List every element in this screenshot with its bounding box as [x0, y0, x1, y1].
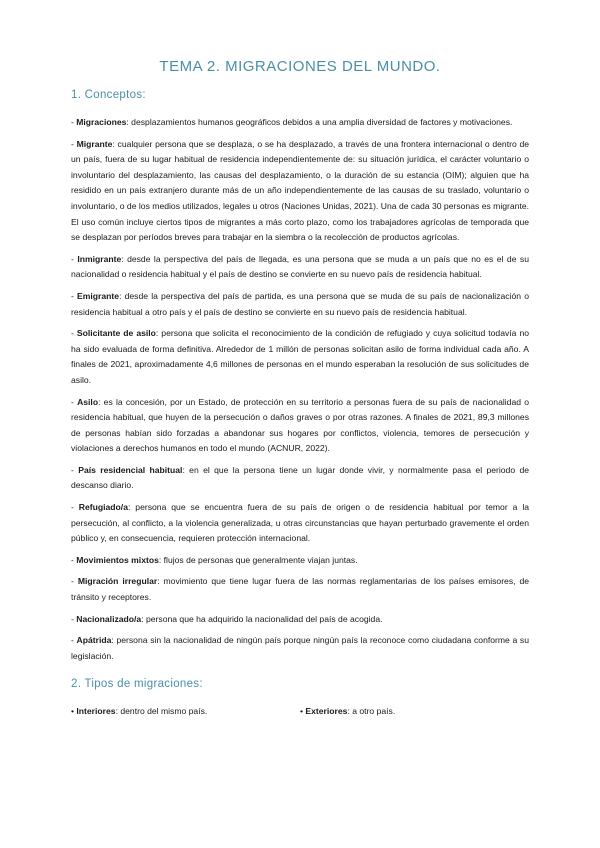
concept-entry: - Migrante: cualquier persona que se desplaza, o se ha desplazado, a través de una frontera internacional o dentro de un país, fuera de su lugar habitual de residencia independientemente de: su situación jurídica, el carácter voluntario o involuntario del desplazamiento, las causas del desplazamiento, o la duración de su estancia (OIM); alguien que ha residido en un país extranjero durante más de un año independientemente de las causas de su traslado, voluntario o involuntario, o de los medios utilizados, legales u otros (Naciones Unidas, 2021). Una de cada 30 personas es migrante. El uso común incluye ciertos tipos de migrantes a más corto plazo, como los trabajadores agrícolas de temporada que se desplazan por períodos breves para trabajar en la siembra o la recolección de productos agrícolas.	[71, 138, 530, 243]
concept-entry: - Solicitante de asilo: persona que solicita el reconocimiento de la condición de refugiado y cuya solicitud todavía no ha sido evaluada de forma definitiva. Alrededor de 1 millón de personas solicitan asilo de forma individual cada año. A finales de 2021, aproximadamente 4,6 millones de personas en el mundo esperaban la resolución de sus solicitudes de asilo.	[71, 328, 530, 385]
concept-entry: - Asilo: es la concesión, por un Estado, de protección en su territorio a personas fuera de su país de nacionalidad o residencia habitual, que huyen de la persecución o daños graves o por otras razones. A finales de 2021, 89,3 millones de personas habían sido forzadas a abandonar sus hogares por conflictos, violencia, temores de persecución y violaciones a derechos humanos en todo el mundo (ACNUR, 2022).	[71, 396, 529, 454]
concept-entry: - Migraciones: desplazamientos humanos geográficos debidos a una amplia diversidad de factores y motivaciones.	[71, 117, 513, 127]
concept-term: Apátrida	[76, 635, 112, 646]
concept-term: Movimientos mixtos	[76, 554, 159, 565]
concept-definition: : persona sin la nacionalidad de ningún país porque ningún país la reconoce como ciudadana conforme a su legislación.	[71, 635, 530, 661]
type-item: • Exteriores: a otro país.	[300, 706, 396, 717]
concept-term: Nacionalizado/a	[76, 613, 142, 624]
document-title: TEMA 2. MIGRACIONES DEL MUNDO.	[159, 58, 441, 75]
concept-term: Solicitante de asilo	[76, 328, 156, 339]
type-term: Interiores	[76, 706, 116, 717]
concept-definition: : en el que la persona tiene un lugar donde vivir, y normalmente pasa el periodo de descanso diario.	[71, 464, 530, 491]
type-term: Exteriores	[305, 706, 348, 717]
concept-term: Refugiado/a	[78, 502, 128, 513]
type-item: • Interiores: dentro del mismo país.	[71, 706, 208, 717]
concept-entry: - Movimientos mixtos: flujos de personas que generalmente viajan juntas.	[71, 554, 358, 565]
type-definition: : a otro país.	[347, 706, 396, 717]
concept-definition: : es la concesión, por un Estado, de protección en su territorio a personas fuera de su país de nacionalidad o residencia habitual, que huyen de la persecución o daños graves o por otras razones. A finales de 2021, 89,3 millones de personas habían sido forzadas a abandonar sus hogares por conflictos, violencia, temores de persecución y violaciones a derechos humanos en todo el mundo (ACNUR, 2022).	[71, 396, 529, 454]
concept-entry: - Inmigrante: desde la perspectiva del país de llegada, es una persona que se muda a un país que no es el de su nacionalidad o residencia habitual y el país de destino se convierte en su nuevo país de residencia habitual.	[71, 253, 530, 280]
concept-term: Asilo	[77, 396, 99, 407]
concept-definition: : persona que se encuentra fuera de su país de origen o de residencia habitual por temor a la persecución, al conflicto, a la violencia generalizada, u otras circunstancias que hayan perturbado gravemente el orden público y, en consecuencia, requieren protección internacional.	[71, 502, 530, 544]
types-list	[71, 704, 529, 720]
concept-definition: : persona que solicita el reconocimiento de la condición de refugiado y cuya solicitud todavía no ha sido evaluada de forma definitiva. Alrededor de 1 millón de personas solicitan asilo de forma individual cada año. A finales de 2021, aproximadamente 4,6 millones de personas en el mundo esperaban la resolución de sus solicitudes de asilo.	[71, 328, 530, 385]
concept-entry: - Apátrida: persona sin la nacionalidad de ningún país porque ningún país la reconoce como ciudadana conforme a su legislación.	[71, 635, 530, 661]
concept-entry: - Migración irregular: movimiento que tiene lugar fuera de las normas reglamentarias de los países emisores, de tránsito y receptores.	[71, 576, 530, 603]
concept-list	[71, 115, 529, 664]
concept-term: País residencial habitual	[78, 464, 183, 475]
concept-definition: : movimiento que tiene lugar fuera de las normas reglamentarias de los países emisores, de tránsito y receptores.	[71, 576, 530, 603]
concept-term: Migrante	[76, 138, 113, 149]
concept-definition: : desde la perspectiva del país de partida, es una persona que se muda de su país de nacionalización o residencia habitual a otro país y el país de destino se convierte en su nuevo país de residencia habitual.	[71, 290, 529, 317]
concept-term: Migración irregular	[77, 576, 158, 587]
concept-definition: : desplazamientos humanos geográficos debidos a una amplia diversidad de factores y motivaciones.	[126, 117, 513, 127]
concept-term: Emigrante	[77, 290, 120, 301]
concept-term: Migraciones	[76, 117, 127, 127]
section-heading-types: 2. Tipos de migraciones:	[71, 678, 203, 691]
concept-definition: : persona que ha adquirido la nacionalidad del país de acogida.	[141, 613, 383, 624]
concept-definition: : desde la perspectiva del país de llegada, es una persona que se muda a un país que no es el de su nacionalidad o residencia habitual y el país de destino se convierte en su nuevo país de residencia habitual.	[71, 253, 530, 280]
section-heading-concepts: 1. Conceptos:	[71, 89, 146, 101]
concept-entry: - País residencial habitual: en el que la persona tiene un lugar donde vivir, y normalmente pasa el periodo de descanso diario.	[71, 464, 530, 491]
concept-entry: - Emigrante: desde la perspectiva del país de partida, es una persona que se muda de su país de nacionalización o residencia habitual a otro país y el país de destino se convierte en su nuevo país de residencia habitual.	[71, 290, 529, 317]
concept-definition: : cualquier persona que se desplaza, o se ha desplazado, a través de una frontera internacional o dentro de un país, fuera de su lugar habitual de residencia independientemente de: su situación jurídica, el carácter voluntario o involuntario del desplazamiento, las causas del desplazamiento, o la duración de su estancia (OIM); alguien que ha residido en un país extranjero durante más de un año independientemente de las causas de su traslado, voluntario o involuntario, o de los medios utilizados, legales u otros (Naciones Unidas, 2021). Una de cada 30 personas es migrante. El uso común incluye ciertos tipos de migrantes a más corto plazo, como los trabajadores agrícolas de temporada que se desplazan por períodos breves para trabajar en la siembra o la recolección de productos agrícolas.	[71, 138, 530, 243]
concept-definition: : flujos de personas que generalmente viajan juntas.	[158, 554, 358, 565]
concept-entry: - Refugiado/a: persona que se encuentra fuera de su país de origen o de residencia habitual por temor a la persecución, al conflicto, a la violencia generalizada, u otras circunstancias que hayan perturbado gravemente el orden público y, en consecuencia, requieren protección internacional.	[71, 502, 530, 544]
section-migration-types	[71, 678, 529, 720]
type-definition: : dentro del mismo país.	[115, 706, 208, 717]
concept-term: Inmigrante	[77, 253, 122, 264]
concept-entry: - Nacionalizado/a: persona que ha adquirido la nacionalidad del país de acogida.	[71, 613, 383, 624]
